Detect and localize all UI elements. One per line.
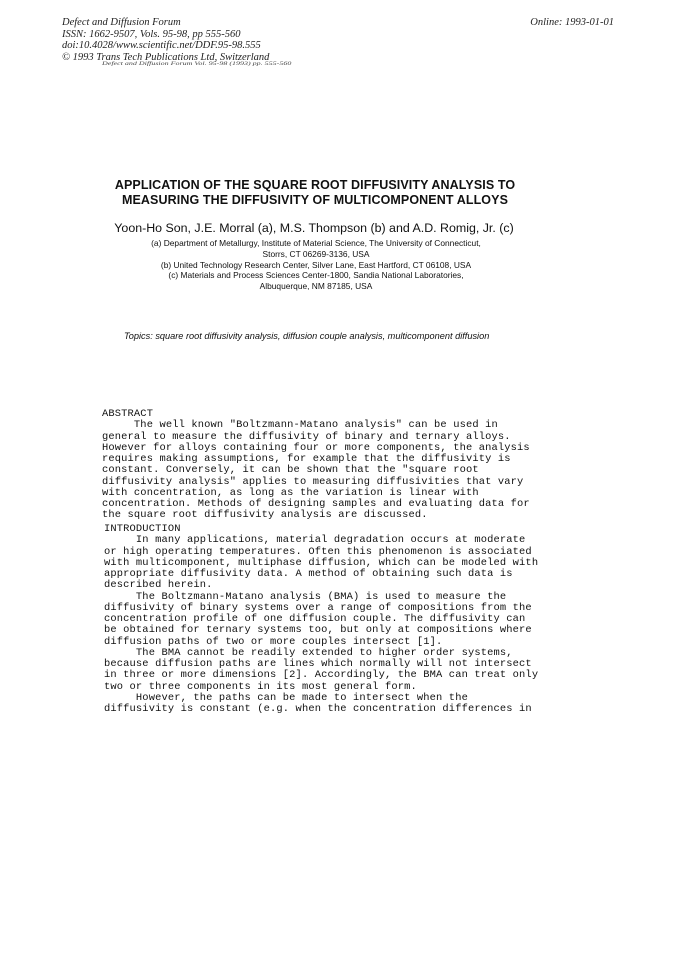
topics-line: Topics: square root diffusivity analysis, diffusion couple analysis, multicomponent diffusion — [124, 331, 490, 341]
intro-line: appropriate diffusivity data. A method of obtaining such data is — [104, 568, 513, 580]
intro-line: because diffusion paths are lines which normally will not intersect — [104, 658, 532, 670]
abstract-line: with concentration, as long as the variation is linear with — [102, 486, 479, 499]
abstract-section — [102, 409, 530, 522]
journal-name: Defect and Diffusion Forum — [62, 17, 181, 28]
intro-line: diffusion paths of two or more couples intersect [1]. — [104, 635, 443, 648]
introduction-section — [104, 524, 538, 715]
affiliations — [60, 238, 572, 292]
abstract-line: general to measure the diffusivity of binary and ternary alloys. — [102, 430, 511, 443]
doi-line: doi:10.4028/www.scientific.net/DDF.95-98.555 — [62, 40, 261, 52]
affiliation-line: (b) United Technology Research Center, Silver Lane, East Hartford, CT 06108, USA — [160, 259, 472, 270]
title-line: MEASURING THE DIFFUSIVITY OF MULTICOMPONENT ALLOYS — [121, 192, 509, 207]
affiliation-line: Storrs, CT 06269-3136, USA — [262, 248, 370, 259]
affiliation-line: Albuquerque, NM 87185, USA — [259, 281, 373, 292]
intro-line: However, the paths can be made to intersect when the — [104, 691, 468, 704]
intro-line: diffusivity of binary systems over a range of compositions from the — [104, 601, 532, 614]
affiliation-line: (a) Department of Metallurgy, Institute of Material Science, The University of Connecticut, — [151, 238, 481, 248]
abstract-line: The well known "Boltzmann-Matano analysis" can be used in — [102, 419, 498, 432]
intro-line: The BMA cannot be readily extended to higher order systems, — [104, 646, 513, 659]
paper-title — [60, 178, 570, 207]
publication-header — [62, 17, 422, 63]
abstract-line: the square root diffusivity analysis are discussed. — [102, 509, 428, 522]
affiliation-line: (c) Materials and Process Sciences Center-1800, Sandia National Laboratories, — [168, 270, 464, 281]
abstract-line: constant. Conversely, it can be shown that the "square root — [102, 464, 479, 477]
abstract-line: concentration. Methods of designing samples and evaluating data for — [102, 498, 530, 510]
intro-line: The Boltzmann-Matano analysis (BMA) is used to measure the — [104, 590, 507, 603]
intro-line: diffusivity is constant (e.g. when the concentration differences in — [104, 703, 532, 715]
copyright-line: © 1993 Trans Tech Publications Ltd, Switzerland — [62, 51, 270, 63]
introduction-heading: INTRODUCTION — [104, 523, 181, 535]
intro-line: with multicomponent, multiphase diffusion, which can be modeled with — [104, 556, 539, 569]
title-line: APPLICATION OF THE SQUARE ROOT DIFFUSIVITY ANALYSIS TO — [114, 178, 516, 192]
intro-line: in three or more dimensions [2]. Accordingly, the BMA can treat only — [104, 669, 539, 682]
abstract-line: requires making assumptions, for example that the diffusivity is — [102, 453, 511, 465]
intro-line: In many applications, material degradation occurs at moderate — [104, 534, 526, 547]
abstract-line: However for alloys containing four or more components, the analysis — [102, 441, 530, 454]
abstract-heading: ABSTRACT — [102, 408, 154, 420]
abstract-line: diffusivity analysis" applies to measuring diffusivities that vary — [102, 475, 524, 488]
intro-line: be obtained for ternary systems too, but only at compositions where — [104, 624, 532, 637]
author-list: Yoon-Ho Son, J.E. Morral (a), M.S. Thompson (b) and A.D. Romig, Jr. (c) — [114, 221, 514, 235]
journal-running-head: Defect and Diffusion Forum Vol. 95-98 (1993) pp. 555-560 — [102, 61, 292, 67]
intro-line: concentration profile of one diffusion couple. The diffusivity can — [104, 613, 526, 625]
intro-line: two or three components in its most general form. — [104, 680, 417, 693]
intro-line: described herein. — [104, 579, 213, 592]
intro-line: or high operating temperatures. Often this phenomenon is associated — [104, 545, 532, 558]
issn-line: ISSN: 1662-9507, Vols. 95-98, pp 555-560 — [62, 28, 241, 40]
online-date: Online: 1993-01-01 — [530, 17, 614, 28]
